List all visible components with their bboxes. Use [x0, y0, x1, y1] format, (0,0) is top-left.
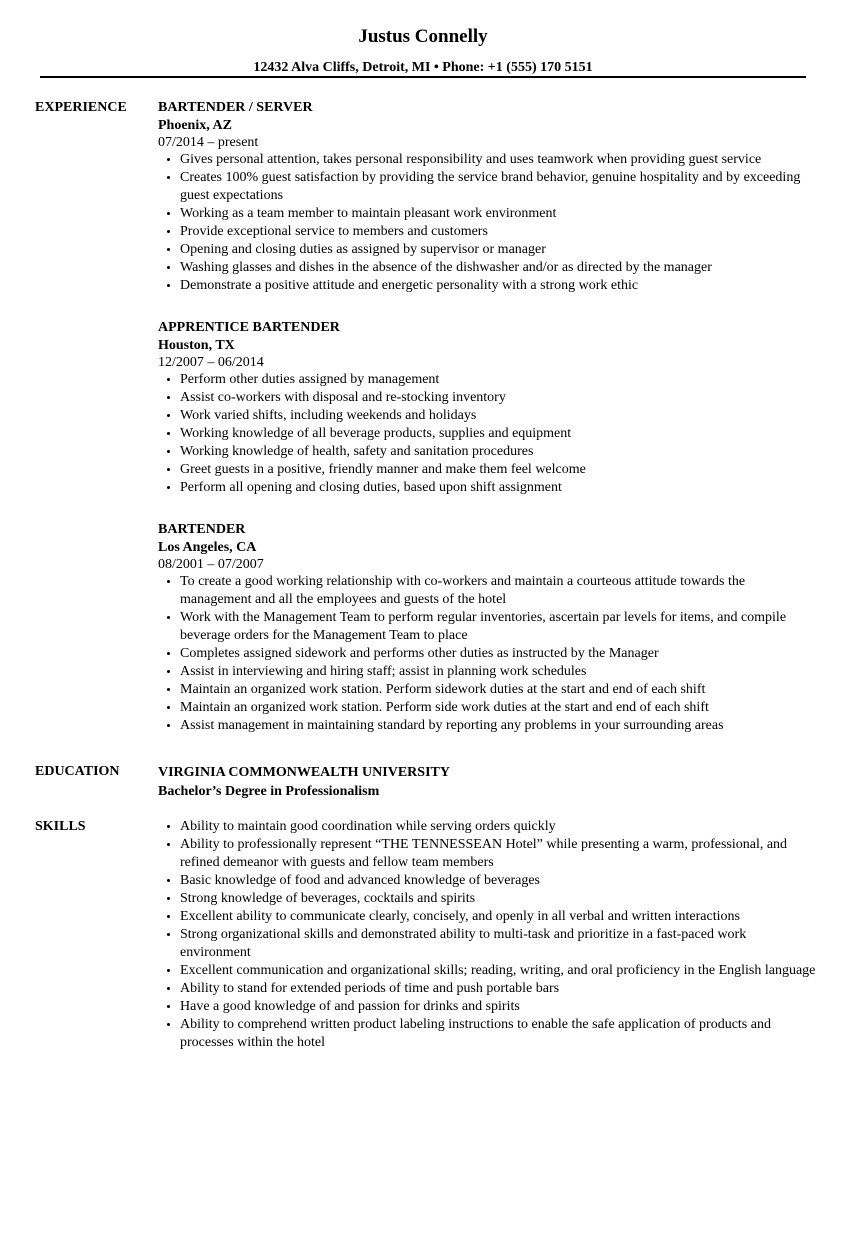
- list-item: • Strong knowledge of beverages, cocktails and spirits: [180, 890, 818, 908]
- list-item: • Completes assigned sidework and performs other duties as instructed by the Manager: [180, 645, 818, 663]
- list-item: • Working as a team member to maintain pleasant work environment: [180, 205, 818, 223]
- list-item: • Basic knowledge of food and advanced knowledge of beverages: [180, 872, 818, 890]
- list-item: • Greet guests in a positive, friendly manner and make them feel welcome: [180, 461, 818, 479]
- job-bullets: [158, 573, 818, 735]
- contact-line: 12432 Alva Cliffs, Detroit, MI • Phone: +1 (555) 170 5151: [253, 60, 593, 75]
- header-divider: [40, 76, 806, 78]
- job-dates: 07/2014 – present: [158, 135, 259, 150]
- list-item: • Assist co-workers with disposal and re-stocking inventory: [180, 389, 818, 407]
- list-item: • Maintain an organized work station. Perform side work duties at the start and end of each shift: [180, 699, 818, 717]
- list-item: • Creates 100% guest satisfaction by providing the service brand behavior, genuine hospitality and by exceeding guest expectations: [180, 169, 818, 205]
- list-item: • Opening and closing duties as assigned by supervisor or manager: [180, 241, 818, 259]
- resume-header: [40, 26, 806, 77]
- experience-list: [158, 99, 818, 759]
- job-location: Houston, TX: [158, 338, 235, 353]
- school-name: VIRGINIA COMMONWEALTH UNIVERSITY: [158, 765, 450, 780]
- list-item: • Ability to stand for extended periods of time and push portable bars: [180, 980, 818, 998]
- list-item: • Work with the Management Team to perform regular inventories, ascertain par levels for items, and compile beverage orders for the Management Team to place: [180, 609, 818, 645]
- job-dates: 12/2007 – 06/2014: [158, 355, 264, 370]
- list-item: • To create a good working relationship with co-workers and maintain a courteous attitude towards the management and all the employees and guests of the hotel: [180, 573, 818, 609]
- education-entry: [158, 763, 818, 801]
- list-item: • Strong organizational skills and demonstrated ability to multi-task and prioritize in a fast-paced work environment: [180, 926, 818, 962]
- degree-name: Bachelor’s Degree in Professionalism: [158, 784, 380, 799]
- job-bullets: [158, 151, 818, 295]
- job-dates: 08/2001 – 07/2007: [158, 557, 264, 572]
- job-title: BARTENDER: [158, 522, 246, 537]
- list-item: • Work varied shifts, including weekends and holidays: [180, 407, 818, 425]
- job-entry: [158, 319, 818, 497]
- section-label-skills: SKILLS: [35, 819, 86, 834]
- list-item: • Maintain an organized work station. Perform sidework duties at the start and end of each shift: [180, 681, 818, 699]
- job-entry: [158, 521, 818, 735]
- list-item: • Working knowledge of all beverage products, supplies and equipment: [180, 425, 818, 443]
- list-item: • Perform all opening and closing duties, based upon shift assignment: [180, 479, 818, 497]
- list-item: • Gives personal attention, takes personal responsibility and uses teamwork when providing guest service: [180, 151, 818, 169]
- list-item: • Have a good knowledge of and passion for drinks and spirits: [180, 998, 818, 1016]
- list-item: • Excellent communication and organizational skills; reading, writing, and oral proficiency in the English language: [180, 962, 818, 980]
- section-label-experience: EXPERIENCE: [35, 100, 127, 115]
- skills-list: [158, 818, 818, 1052]
- skills-list-wrapper: [158, 818, 818, 1052]
- list-item: • Excellent ability to communicate clearly, concisely, and openly in all verbal and written interactions: [180, 908, 818, 926]
- list-item: • Working knowledge of health, safety and sanitation procedures: [180, 443, 818, 461]
- job-title: BARTENDER / SERVER: [158, 100, 313, 115]
- list-item: • Washing glasses and dishes in the absence of the dishwasher and/or as directed by the manager: [180, 259, 818, 277]
- list-item: • Ability to comprehend written product labeling instructions to enable the safe application of products and processes within the hotel: [180, 1016, 818, 1052]
- list-item: • Provide exceptional service to members and customers: [180, 223, 818, 241]
- job-entry: [158, 99, 818, 295]
- candidate-name: Justus Connelly: [358, 26, 488, 47]
- list-item: • Perform other duties assigned by management: [180, 371, 818, 389]
- list-item: • Assist management in maintaining standard by reporting any problems in your surrounding areas: [180, 717, 818, 735]
- list-item: • Ability to maintain good coordination while serving orders quickly: [180, 818, 818, 836]
- job-location: Los Angeles, CA: [158, 540, 257, 555]
- job-location: Phoenix, AZ: [158, 118, 232, 133]
- list-item: • Ability to professionally represent “THE TENNESSEAN Hotel” while presenting a warm, professional, and refined demeanor with guests and fellow team members: [180, 836, 818, 872]
- section-label-education: EDUCATION: [35, 764, 120, 779]
- job-bullets: [158, 371, 818, 497]
- list-item: • Assist in interviewing and hiring staff; assist in planning work schedules: [180, 663, 818, 681]
- job-title: APPRENTICE BARTENDER: [158, 320, 340, 335]
- list-item: • Demonstrate a positive attitude and energetic personality with a strong work ethic: [180, 277, 818, 295]
